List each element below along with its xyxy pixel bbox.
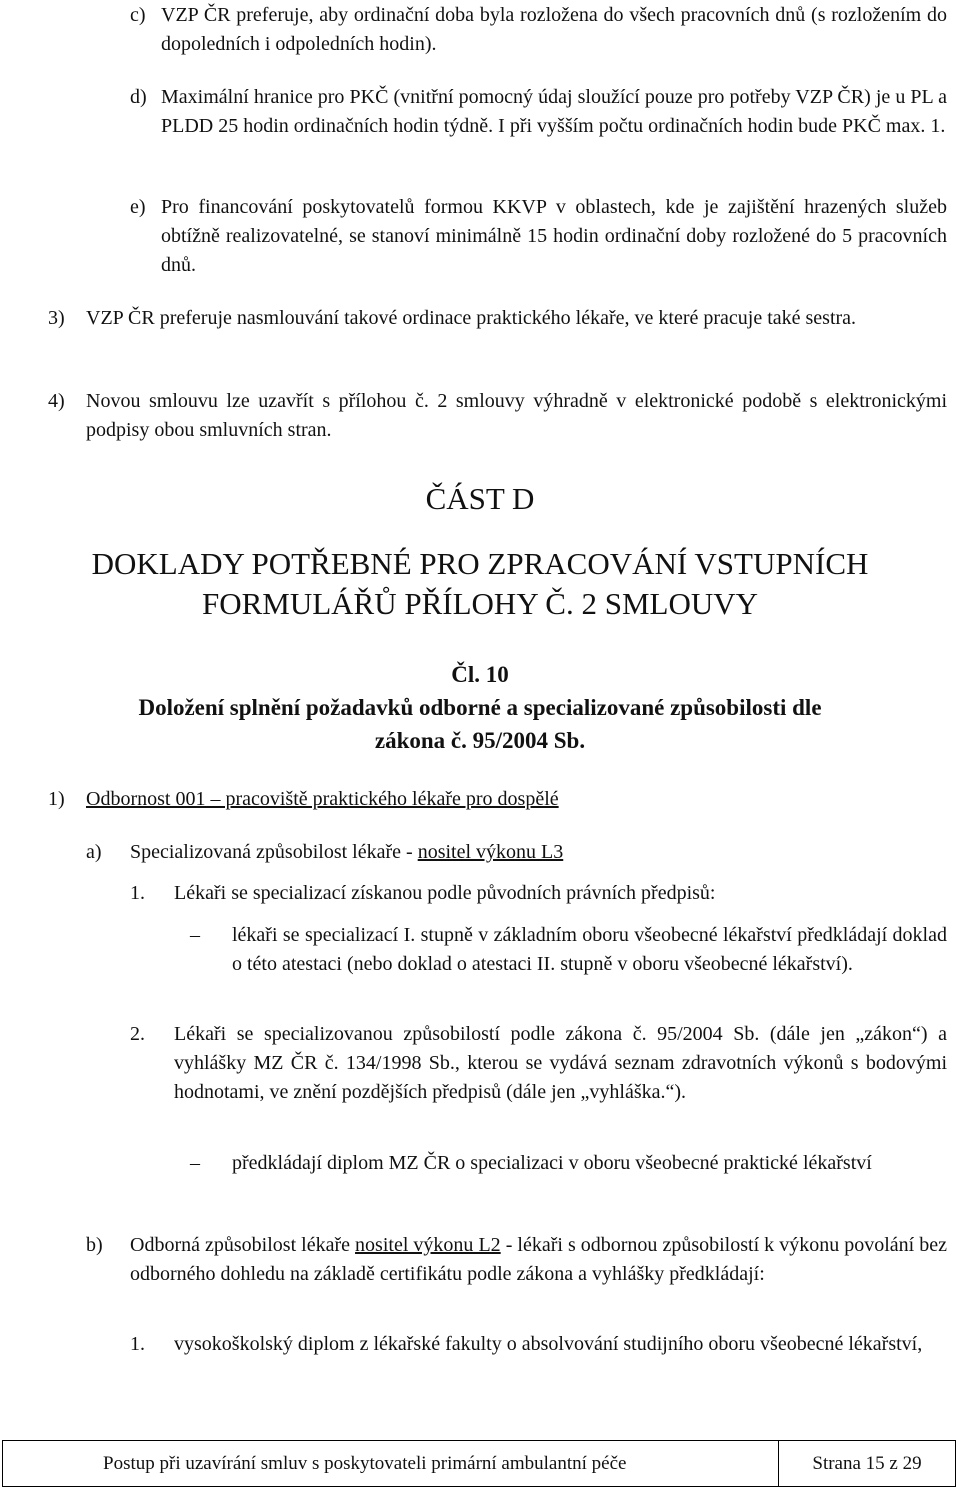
sub-a-1-label: 1. (130, 882, 145, 904)
item-4-text: Novou smlouvu lze uzavřít s přílohou č. 2 smlouvy výhradně v elektronické podobě s elektronickými podpisy obou smluvních stran. (86, 390, 947, 441)
sub-a-1-text: Lékaři se specializací získanou podle původních právních předpisů: (174, 882, 716, 904)
article-number: Čl. 10 (451, 662, 509, 687)
item-3-label: 3) (48, 307, 65, 329)
item-4-label: 4) (48, 390, 65, 412)
sub-a-2-label: 2. (130, 1023, 145, 1045)
sub-b-label: b) (86, 1234, 103, 1256)
sub-a-2-dash-text: předkládají diplom MZ ČR o specializaci v oboru všeobecné praktické lékařství (232, 1152, 872, 1174)
sub-a-1-dash: – (190, 924, 200, 946)
item-d-text: Maximální hranice pro PKČ (vnitřní pomocný údaj sloužící pouze pro potřeby VZP ČR) je u PL a PLDD 25 hodin ordinačních hodin týdně. I při vyšším počtu ordinačních hodin bude PKČ max. 1. (161, 86, 947, 137)
section-1-heading: Odbornost 001 – pracoviště praktického lékaře pro dospělé (86, 788, 559, 810)
item-c-label: c) (130, 4, 146, 26)
section-1-label: 1) (48, 788, 65, 810)
sub-b-text-before: Odborná způsobilost lékaře (130, 1234, 356, 1256)
article-title-line1: Doložení splnění požadavků odborné a specializované způsobilosti dle (138, 695, 822, 720)
sub-b-link: nositel výkonu L2 (355, 1234, 501, 1256)
sub-a-link: nositel výkonu L3 (417, 841, 564, 863)
sub-a-2-dash: – (190, 1152, 200, 1174)
sub-a-text (130, 838, 563, 867)
item-e-label: e) (130, 196, 146, 218)
part-title-line2: FORMULÁŘŮ PŘÍLOHY Č. 2 SMLOUVY (201, 586, 759, 621)
sub-b-text (130, 1231, 947, 1289)
item-d-label: d) (130, 86, 147, 108)
footer-title: Postup při uzavírání smluv s poskytovateli primární ambulantní péče (103, 1453, 627, 1474)
item-c-text: VZP ČR preferuje, aby ordinační doba byla rozložena do všech pracovních dnů (s rozložením do dopoledních i odpoledních hodin). (161, 4, 947, 55)
sub-b-1-label: 1. (130, 1333, 145, 1355)
item-3-text: VZP ČR preferuje nasmlouvání takové ordinace praktického lékaře, ve které pracuje také sestra. (86, 307, 857, 329)
article-title-line2: zákona č. 95/2004 Sb. (374, 728, 586, 753)
sub-a-label: a) (86, 841, 102, 863)
page-footer (2, 1440, 956, 1487)
footer-title-cell (3, 1441, 779, 1486)
footer-page-number: Strana 15 z 29 (812, 1453, 922, 1474)
item-e-text: Pro financování poskytovatelů formou KKVP v oblastech, kde je zajištění hrazených služeb obtížně realizovatelné, se stanoví minimálně 15 hodin ordinační doby rozložené do 5 pracovních dnů. (161, 196, 947, 276)
sub-a-1-dash-text: lékaři se specializací I. stupně v základním oboru všeobecné lékařství předkládají doklad o této atestaci (nebo doklad o atestaci II. stupně v oboru všeobecné lékařství). (232, 924, 947, 975)
sub-b-1-text: vysokoškolský diplom z lékařské fakulty o absolvování studijního oboru všeobecné lékařství, (174, 1333, 923, 1355)
sub-a-2-text: Lékaři se specializovanou způsobilostí podle zákona č. 95/2004 Sb. (dále jen „zákon“) a vyhlášky MZ ČR č. 134/1998 Sb., kterou se vydává seznam zdravotních výkonů s bodovými hodnotami, ve znění pozdějších předpisů (dále jen „vyhláška.“). (174, 1023, 947, 1103)
part-heading: ČÁST D (425, 481, 535, 516)
sub-a-text-before: Specializovaná způsobilost lékaře - (130, 841, 418, 863)
part-title-line1: DOKLADY POTŘEBNÉ PRO ZPRACOVÁNÍ VSTUPNÍCH (91, 546, 869, 581)
footer-page-cell (779, 1441, 955, 1486)
sub-b-text-after: - lékaři s odbornou způsobilostí k výkonu povolání bez odborného dohledu na základě certifikátu podle zákona a vyhlášky předkládají: (130, 1234, 948, 1285)
